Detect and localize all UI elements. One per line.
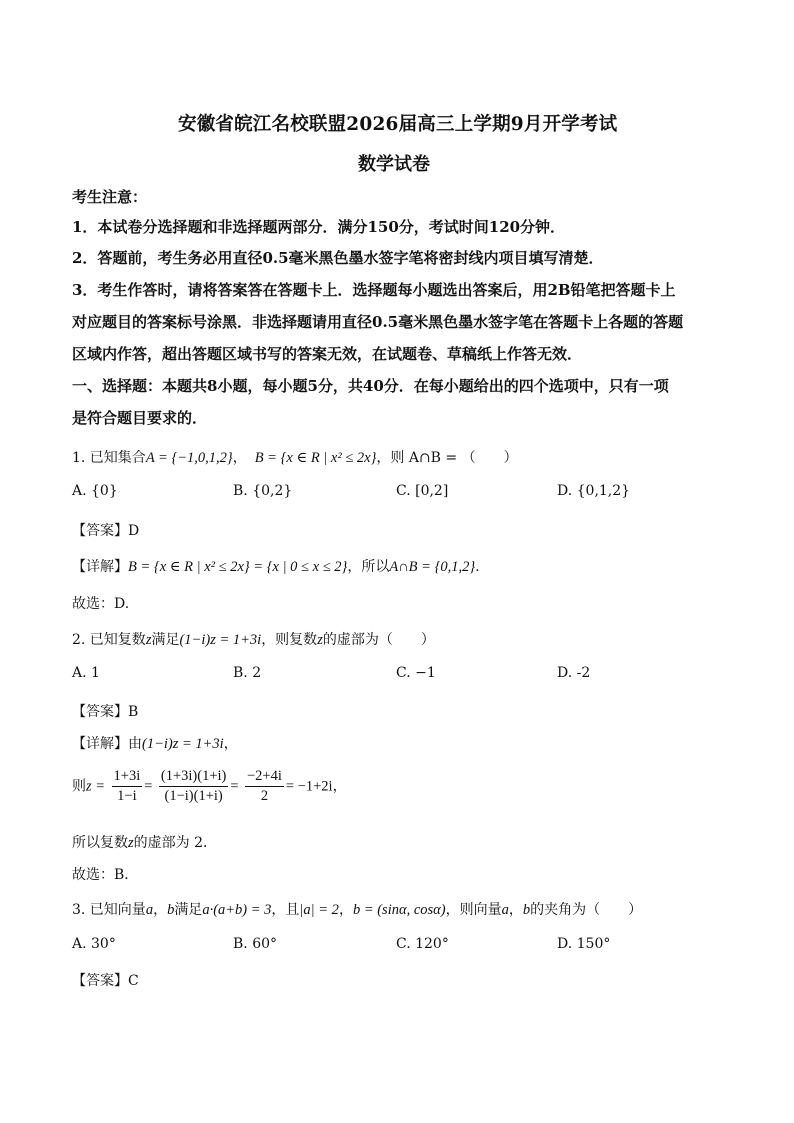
- q1-detail: [72, 556, 480, 576]
- q2-detail-label: 【详解】: [72, 736, 128, 752]
- q2-option-c: C. −1: [396, 665, 436, 681]
- q2-fraction-1-den: 1−i: [117, 788, 137, 804]
- q2-eq-2: =: [230, 778, 239, 795]
- q3-option-c: C. 120°: [396, 936, 449, 952]
- q2-result-end: ，: [332, 778, 347, 795]
- q2-suffix-a: ，则复数: [261, 632, 318, 648]
- q2-conclusion: 故选：B．: [72, 867, 139, 883]
- q3-cond: 满足: [174, 902, 203, 918]
- q2-summary: [72, 832, 217, 852]
- q3-suffix-a: ，则向量: [445, 902, 502, 918]
- q1-detail-mid: ，所以: [347, 559, 390, 575]
- q3-prefix: 3. 已知向量: [72, 902, 146, 918]
- q2-then: 则: [72, 778, 86, 795]
- q1-suffix: ，则 A∩B = （ ）: [376, 450, 518, 466]
- q3-answer: 【答案】C: [72, 973, 139, 989]
- q1-separator: ，: [232, 450, 247, 466]
- q3-vector-a-2: a: [501, 902, 509, 918]
- q3-suffix-b: 的夹角为（ ）: [530, 902, 643, 918]
- q1-option-b: B. {0,2}: [233, 483, 293, 499]
- section-heading-line-1: 一、选择题：本题共8小题，每小题5分，共40分．在每小题给出的四个选项中，只有一项: [72, 377, 669, 395]
- notice-item-3-line-2: 对应题目的答案标号涂黑．非选择题请用直径0.5毫米黑色墨水签字笔在答题卡上各题的答题: [72, 313, 684, 331]
- notice-item-3-line-1: 3．考生作答时，请将答案答在答题卡上．选择题每小题选出答案后，用2B铅笔把答题卡上: [72, 281, 676, 299]
- q1-detail-math: B = {x ∈ R | x² ≤ 2x} = {x | 0 ≤ x ≤ 2}: [128, 559, 348, 575]
- q3-condition-3: b = (sinα, cosα): [352, 902, 446, 918]
- q1-detail-label: 【详解】: [72, 559, 128, 575]
- section-heading-line-2: 是符合题目要求的．: [72, 409, 208, 427]
- q2-fraction-1-num: 1+3i: [112, 768, 143, 787]
- q2-fraction-3-den: 2: [260, 788, 269, 804]
- q3-vector-a: a: [145, 902, 154, 918]
- q2-fraction-3: [245, 768, 284, 805]
- notice-item-2: 2．答题前，考生务必用直径0.5毫米黑色墨水签字笔将密封线内项目填写清楚．: [72, 249, 604, 267]
- question-3: [72, 899, 642, 919]
- q2-fraction-2: [159, 768, 228, 805]
- q2-option-d: D. -2: [557, 665, 591, 681]
- q1-set-b: B = {x ∈ R | x² ≤ 2x}: [254, 450, 377, 466]
- q2-fraction-2-num: (1+3i)(1+i): [159, 768, 228, 787]
- q2-eq-z: z =: [86, 778, 106, 795]
- q3-sep: ，: [153, 902, 168, 918]
- q2-detail-math: (1−i)z = 1+3i: [142, 736, 224, 752]
- notice-heading: 考生注意：: [72, 188, 148, 206]
- page-title: 安徽省皖江名校联盟2026届高三上学期9月开学考试: [178, 114, 618, 135]
- notice-item-3-line-3: 区域内作答，超出答题区域书写的答案无效，在试题卷、草稿纸上作答无效．: [72, 345, 583, 363]
- q1-option-a: A. {0}: [72, 483, 118, 499]
- q2-z-symbol-2: z: [317, 632, 323, 648]
- q2-detail-comma: ，: [223, 736, 238, 752]
- q2-fraction-1: [112, 768, 143, 805]
- q3-sep-2: ，: [508, 902, 523, 918]
- q1-option-c: C. [0,2]: [396, 483, 449, 499]
- q2-cond-text: 满足: [151, 632, 180, 648]
- q2-detail-from: 由: [128, 736, 142, 752]
- q3-vector-b: b: [167, 902, 175, 918]
- q2-derivation: [72, 768, 347, 805]
- q1-option-d: D. {0,1,2}: [557, 483, 631, 499]
- q3-option-b: B. 60°: [233, 936, 278, 952]
- q1-detail-end: .: [475, 559, 480, 575]
- q2-fraction-2-den: (1−i)(1+i): [164, 788, 223, 804]
- q1-conclusion: 故选：D.: [72, 596, 130, 612]
- q2-z-symbol: z: [145, 632, 152, 648]
- question-2: [72, 629, 435, 649]
- page-subtitle: 数学试卷: [358, 154, 430, 175]
- q3-mid-1: ，且: [271, 902, 300, 918]
- q3-vector-b-2: b: [522, 902, 531, 918]
- q2-summary-b: 的虚部为 2．: [133, 835, 218, 851]
- q2-option-b: B. 2: [233, 665, 262, 681]
- q1-detail-result: A∩B = {0,1,2}: [389, 559, 476, 575]
- notice-item-1: 1．本试卷分选择题和非选择题两部分．满分150分，考试时间120分钟．: [72, 218, 566, 236]
- q2-answer: 【答案】B: [72, 704, 139, 720]
- q1-prefix: 1. 已知集合: [72, 450, 146, 466]
- q1-set-a: A = {−1,0,1,2}: [145, 450, 233, 466]
- q2-detail: [72, 733, 238, 753]
- q3-mid-2: ，: [338, 902, 353, 918]
- q3-condition-1: a·(a+b) = 3: [202, 902, 272, 918]
- q3-condition-2: |a| = 2: [299, 902, 339, 918]
- question-1: [72, 447, 518, 467]
- q2-suffix-b: 的虚部为（ ）: [322, 632, 435, 648]
- q2-prefix: 2. 已知复数: [72, 632, 146, 648]
- q3-option-a: A. 30°: [72, 936, 116, 952]
- q2-summary-a: 所以复数: [72, 835, 128, 851]
- q2-summary-z: z: [128, 835, 134, 851]
- q2-condition: (1−i)z = 1+3i: [179, 632, 262, 648]
- q3-option-d: D. 150°: [557, 936, 611, 952]
- q2-result: = −1+2i: [285, 778, 333, 795]
- q2-eq-1: =: [144, 778, 153, 795]
- q2-option-a: A. 1: [72, 665, 100, 681]
- q2-fraction-3-num: −2+4i: [245, 768, 284, 787]
- q1-answer: 【答案】D: [72, 523, 140, 539]
